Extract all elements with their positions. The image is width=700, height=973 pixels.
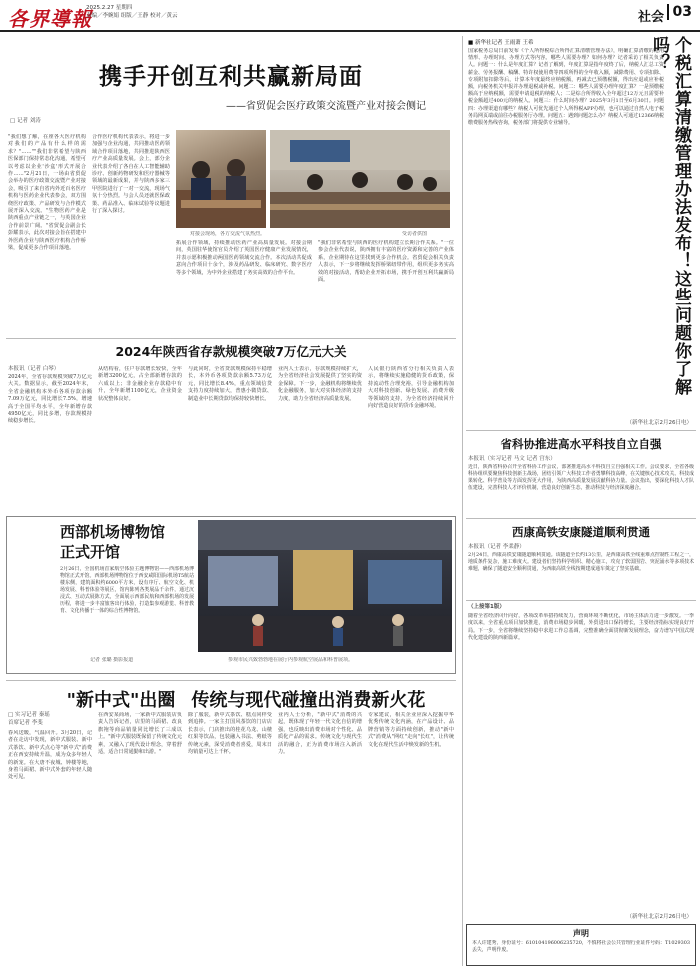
deposits-col-3 [188,366,272,514]
notice-title: 声明 [573,929,589,938]
deposits-col-5 [368,366,454,514]
section-name: 社会 [637,10,664,25]
chinese-style-col-2 [98,712,182,966]
tunnel-byline: 本报讯（记者 李柔静） [468,544,525,550]
tunnel-body [468,552,694,596]
lead-photo-credit: 受访者供图 [402,231,428,237]
lead-photo-left [176,130,266,228]
lead-text-3: 拓展合作领域，持续推动医药产业高质量发展。对接会期间，英国驻华使馆官员介绍了英国医疗健康产业发展情况，并表示愿积极推动两国医药领域交流合作。本次活动共促成意向合作项目十余个，涉及药品研发、临床研究、数字医疗等多个领域，为中外企业搭建了务实高效的合作平台。 [176,240,312,276]
qa-credit: （新华社北京2月26日电） [626,420,692,426]
editor-credits: 责编／李婉娟 组版／王静 校对／黄云 [86,13,178,19]
section-divider-2 [6,680,456,681]
deposits-text-2: 从结构看，住户存款增长较快，全年新增3200亿元，占全部新增存款的六成以上；非金融企业存款稳中有升，全年新增1100亿元，企业资金状况整体良好。 [98,366,182,402]
lead-photo-caption: 对接会现场，各方交流气氛热烈。 [190,231,266,237]
chinese-style-text-1: 春风送暖，气温回升。3月20日，记者在走访中发现，新中式服装、新中式茶饮、新中式点心等"新中式"消费正在西安持续升温，成为众多年轻人的新宠。在大唐不夜城、钟楼等地，身着马面裙、新中式外套的年轻人随处可见。 [8,730,92,781]
lead-col-2 [92,134,170,330]
section-divider-4 [466,518,696,519]
tunnel-title: 西康高铁安康隧道顺利贯通 [512,525,650,539]
issue-date: 2025.2.27 星期四 [86,5,133,11]
tunnel-text: 2月24日，西康高铁安康隧道顺利贯通。该隧道全长约13公里，是西康高铁全线重难点控制性工程之一，地质条件复杂，施工难度大。建设者们坚持科学组织、精心施工，攻克了软弱围岩、突泥涌水等多项技术难题，确保了隧道安全顺利贯通，为西康高铁全线按期建成通车奠定了坚实基础。 [468,552,694,572]
deposits-text-4: 业内人士表示，存款规模持续扩大，为全省经济社会发展提供了坚实的资金保障。下一步，金融机构将继续优化金融服务，加大对实体经济的支持力度，助力全省经济高质量发展。 [278,366,362,402]
chinese-style-byline-1: □ 实习记者 秦瑶 [8,712,50,718]
deposits-col-4 [278,366,362,514]
deposits-byline: 本报讯（记者 白琴） [8,366,60,372]
qa-byline: ■ 新华社记者 王雨萧 王希 [468,40,534,46]
chinese-style-text-3: 除了服装，新中式茶饮、糕点同样受到追捧。一家主打国风茶饮的门店店长表示，门店推出的桂花乌龙、山楂红果等饮品，包装融入书法、剪纸等传统元素，深受消费者喜爱，周末日均销量可达上千杯。 [188,712,272,756]
masthead [0,0,700,32]
lead-text-2: 合作医疗机构代表表示，将进一步加强与企业沟通，共同推动医药领域合作项目落地，共同推进陕西医疗产业高质量发展。会上，部分企业代表介绍了各自在人工智能辅助诊疗、创新药物研发和医疗器械等领域的最新成果，并与陕西多家三甲医院进行了一对一交流，现场气氛十分热烈。与会人员还就医保政策、药品准入、临床试验等议题进行了深入探讨。 [92,134,170,215]
section-divider-3 [466,430,696,431]
related-body [468,613,694,913]
museum-photo-caption: 参观市民兴致勃勃地在展厅内参观航空展品和科普展项。 [228,657,354,663]
chinese-style-text-2: 在西安某商场，一家新中式服装店负责人告诉记者，店里的马面裙、改良旗袍等商品销量同比增长了三成以上。"新中式服装既保留了传统文化元素，又融入了现代设计理念，穿着舒适，适合日常通勤和出游。" [98,712,182,756]
sci-title: 省科协推进高水平科技自立自强 [500,437,662,451]
qa-body [468,48,664,418]
newspaper-logo: 各界導報 [8,7,92,31]
issue-meta [86,4,178,20]
chinese-style-col-3 [188,712,272,966]
chinese-style-col-4 [278,712,362,966]
museum-credit: 记者 张璐 摄影报道 [90,657,134,663]
deposits-text-3: 与此同时，全省贷款规模保持平稳增长，本外币各项贷款余额5.73万亿元，同比增长8.4%，重点领域信贷支持力度持续加大，普惠小微贷款、制造业中长期贷款均保持较快增长。 [188,366,272,402]
sci-body [468,464,694,514]
deposits-col-1 [8,374,92,514]
sci-byline: 本报讯（实习记者 马文 记者 宫东） [468,456,556,462]
chinese-style-col-5 [368,712,454,966]
related-credit: （新华社北京2月26日电） [626,914,692,920]
chinese-style-title-rest: 传统与现代碰撞出消费新火花 [191,690,426,711]
deposits-text-1: 2024年，全省存款规模突破7万亿元大关。数据显示，截至2024年末，全省金融机构本外币各项存款余额7.09万亿元，同比增长7.5%，增速高于全国平均水平，全年新增存款4950亿元，同比多增，存款规模持续稳步增长。 [8,374,92,425]
chinese-style-text-5: 专家建议，相关企业应深入挖掘中华优秀传统文化内涵，在产品设计、品牌营销等方面持续创新，推动"新中式"消费从"网红"走向"长红"，让传统文化在现代生活中焕发新的生机。 [368,712,454,748]
sci-text: 近日，陕西省科协召开全省科协工作会议，部署推进高水平科技自立自强相关工作。会议要求，全省各级科协组织要聚焦科技创新主战场，团结引领广大科技工作者勇攀科技高峰，在关键核心技术攻关、科技成果转化、科学普及等方面发挥更大作用，为陕西高质量发展贡献科协力量。会议指出，要深化科技人才队伍建设，完善科技人才评价机制，营造良好创新生态，推动科技与经济深度融合。 [468,464,694,491]
column-divider [462,36,463,966]
lead-subtitle: ——省贸促会医疗政策交流暨产业对接会侧记 [226,101,426,112]
lead-text-4: "我们非常希望与陕西的医疗机构建立长期合作关系。"一位参会企业代表说，陕西拥有丰富的医疗资源和完善的产业体系，企业期待在这里找到更多合作机会。省贸促会相关负责人表示，下一步将继续发挥桥梁纽带作用，组织更多务实高效的对接活动，帮助企业开拓市场，携手开创互利共赢新局面。 [318,240,454,284]
museum-body [60,566,194,654]
lead-byline: □ 记者 刘涛 [10,118,41,124]
conference-photo-illustration [270,130,450,228]
notice-text: 本人许建秀，身份证号：610104196006235720，不慎将社会公共管理行业证件号码：T1029303丢失，声明作废。 [472,940,690,953]
museum-hall-illustration [198,520,452,652]
chinese-style-title [36,686,456,712]
chinese-style-col-1 [8,730,92,966]
section-divider [6,338,456,339]
qa-text: 国家税务总局日前发布《个人所得税综合所得汇算清缴管理办法》，明确汇算清缴的适用情形、办理时间、办理方式等内容。哪些人需要办理？如何办理？记者采访了相关负责人。问题一：什么是年度汇算？记者了解到，年度汇算是指年度终了后，纳税人汇总工资薪金、劳务报酬、稿酬、特许权使用费等四项所得的全年收入额，减除费用、专项扣除、专项附加扣除等后，计算本年度最终应纳税额，再减去已预缴税额，得出应退或应补税额，向税务机关申报并办理退税或补税。问题二：哪些人需要办理年度汇算？一是预缴税额高于应纳税额，需要申请退税的纳税人；二是综合所得收入全年超过12万元且需要补税金额超过400元的纳税人。问题三：什么时间办理？2025年3月1日至6月30日。问题四：办理渠道有哪些？纳税人可优先通过个人所得税APP办理，也可以通过自然人电子税务局网页端或前往办税服务厅办理。问题五：遇到问题怎么办？纳税人可通过12366纳税缴费服务热线咨询，税务部门将提供专业辅导。 [468,48,664,127]
lead-col-1 [8,134,86,330]
museum-title: 西部机场博物馆正式开馆 [60,523,166,561]
related-label: （上接第1版） [468,604,505,610]
lead-title: 携手开创互利共赢新局面 [99,64,363,90]
lead-col-4 [318,240,454,332]
notice-body [472,940,690,964]
lead-col-3 [176,240,312,332]
related-text: 随着全省经济回升向好，各项改革举措持续发力，营商环境不断优化，市场主体活力进一步激发。一季度以来，全省重点项目加快推进，消费市场稳步回暖，外贸进出口保持增长，主要经济指标实现良好开局。下一步，全省将继续坚持稳中求进工作总基调，完整准确全面贯彻新发展理念，奋力谱写中国式现代化建设的陕西新篇章。 [468,613,694,642]
section-divider-5 [466,600,696,601]
lead-photo-right [270,130,450,228]
chinese-style-byline-2: 首席记者 李斐 [8,720,43,726]
qa-vertical-title: 个税汇算清缴管理办法发布！这些问题你了解吗？ [649,36,691,396]
meeting-photo-illustration [176,130,266,228]
deposits-col-2 [98,366,182,514]
lead-text-1: "我们想了解，在座各大医疗机构对我们的产品有什么样的需求？"……""我们非常希望与陕西医保部门保持常态化沟通，希望可以考虑以企业'沙盒'形式开展合作……"2月21日，一场由省贸促会举办的医疗政策交流暨产业对接会，吸引了来自省内外近百名医疗机构与医药企业代表参会，双方围绕医疗政策、产品研发与合作模式展开深入交流。"生物医药产业是陕西重点产业链之一，与英国企业合作前景广阔。"省贸促会副会长彭耀表示，此次对接会旨在搭建中外医药企业与陕西医疗机构合作桥梁，促成更多合作项目落地。 [8,134,86,252]
page-number: 03 [667,4,692,20]
museum-text: 2月26日，全国机场首家航空体验主题博物馆——西部机场博物馆正式开馆。西部机场博物馆位于西安咸阳国际机场T5航站楼东侧，建筑面积约6000平方米，设有序厅、航空文化、机场发展、科普体验等展区，馆内陈列各类展品千余件，通过沉浸式、互动式展陈方式，全面展示西部民航和西部机场的发展历程，将进一步丰富旅客出行体验，打造集参观游览、科普教育、文化传播于一体的综合性博物馆。 [60,566,194,614]
deposits-text-5: 人民银行陕西省分行相关负责人表示，将继续实施稳健的货币政策，保持流动性合理充裕，引导金融机构加大对科技创新、绿色发展、消费升级等领域的支持，为全省经济持续回升向好营造良好的货币金融环境。 [368,366,454,410]
chinese-style-title-quote: "新中式"出圈 [66,690,176,711]
museum-photo [198,520,452,652]
chinese-style-text-4: 业内人士分析，"新中式"消费的兴起，既体现了年轻一代文化自信的增强，也反映出消费市场对个性化、品质化产品的需求。传统文化与现代生活的融合，正为消费市场注入新活力。 [278,712,362,756]
deposits-title: 2024年陕西省存款规模突破7万亿元大关 [115,344,347,359]
